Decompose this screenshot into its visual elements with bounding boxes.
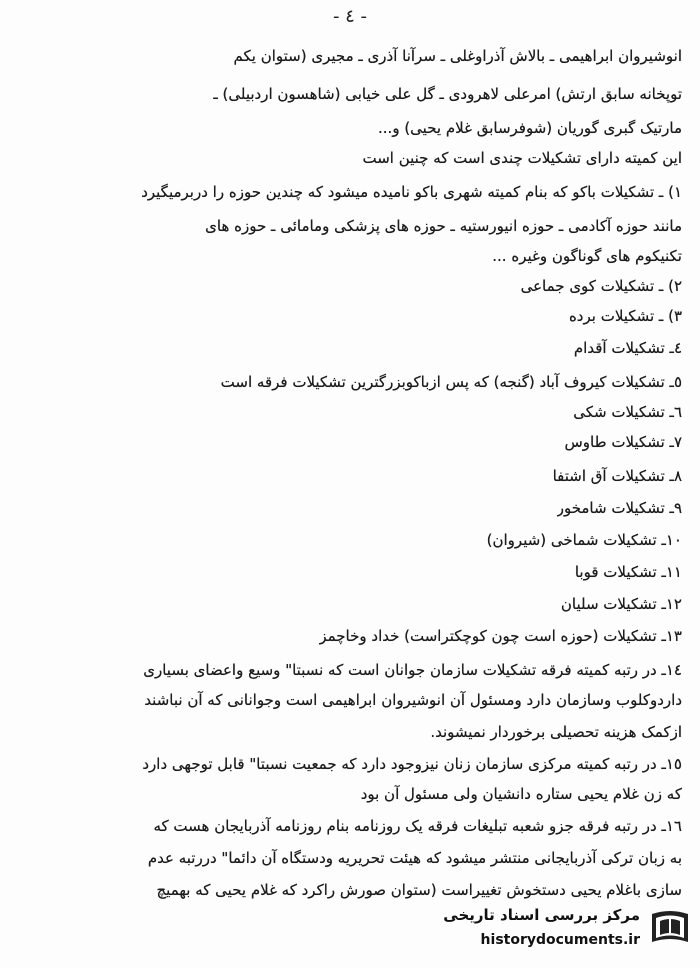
text-line: ١٤ـ در رتبه کمیته فرقه تشکیلات سازمان جوانان است که نسبتا" وسیع واعضای بسیاری (143, 661, 682, 679)
text-line: انوشیروان ابراهیمی ـ بالاش آذراوغلی ـ سرآنا آذری ـ مجیری (ستوان یکم (233, 47, 682, 65)
watermark-title: مرکز بررسی اسناد تاریخی (443, 906, 640, 924)
text-line: ٦ـ تشکیلات شکی (573, 403, 682, 421)
text-line: ٥ـ تشکیلات کیروف آباد (گنجه) که پس ازباکوبزرگترین تشکیلات فرقه است (220, 373, 682, 391)
text-line: که زن غلام یحیی ستاره دانشیان ولی مسئول آن بود (360, 785, 682, 803)
text-line: سازی باغلام یحیی دستخوش تغییراست (ستوان صورش راکرد که غلام یحیی که بهمیچ (156, 881, 682, 899)
text-line: تکنیکوم های گوناگون وغیره ... (492, 247, 682, 265)
text-line: مانند حوزه آکادمی ـ حوزه انیورستیه ـ حوزه های پزشکی ومامائی ـ حوزه های (205, 217, 682, 235)
text-line: ٩ـ تشکیلات شامخور (556, 499, 682, 517)
text-line: ٣) ـ تشکیلات برده (568, 307, 682, 325)
text-line: ١٣ـ تشکیلات (حوزه است چون کوچکتراست) خداد وخاچمز (319, 627, 682, 645)
text-line: این کمیته دارای تشکیلات چندی است که چنین است (362, 149, 682, 167)
text-line: به زبان ترکی آذربایجانی منتشر میشود که هیئت تحریریه ودستگاه آن دائما" دررتبه عدم (147, 849, 682, 867)
text-line: ٢) ـ تشکیلات کوی جماعی (520, 277, 682, 295)
watermark (442, 900, 692, 960)
text-line: ازکمک هزینه تحصیلی برخوردار نمیشوند. (430, 723, 682, 741)
page-number: - ٤ - (332, 6, 368, 27)
text-line: ١١ـ تشکیلات قوبا (574, 563, 682, 581)
watermark-url: historydocuments.ir (480, 932, 640, 948)
text-line: ١) ـ تشکیلات باکو که بنام کمیته شهری باکو نامیده میشود که چندین حوزه را دربرمیگیرد (141, 183, 682, 201)
text-line: ١٥ـ در رتبه کمیته مرکزی سازمان زنان نیزوجود دارد که جمعیت نسبتا" قابل توجهی دارد (142, 755, 682, 773)
text-line: داردوکلوب وسازمان دارد ومسئول آن انوشیروان ابراهیمی است وجوانانی که آن نباشند (144, 691, 682, 709)
text-line: توپخانه سابق ارتش) امرعلی لاهرودی ـ گل علی خیابی (شاهسون اردبیلی) ـ (213, 85, 682, 103)
text-line: ١٠ـ تشکیلات شماخی (شیروان) (486, 531, 682, 549)
text-line: ٧ـ تشکیلات طاوس (564, 433, 682, 451)
text-line: ٤ـ تشکیلات آقدام (573, 339, 682, 357)
text-line: ٨ـ تشکیلات آق اشتفا (552, 467, 682, 485)
text-line: ١٢ـ تشکیلات سلیان (560, 595, 682, 613)
book-logo-icon (648, 906, 692, 950)
text-line: ١٦ـ در رتبه فرقه جزو شعبه تبلیغات فرقه یک روزنامه بنام روزنامه آذربایجان هست که (153, 817, 682, 835)
text-line: مارتیک گبری گوریان (شوفرسابق غلام یحیی) و... (378, 119, 682, 137)
